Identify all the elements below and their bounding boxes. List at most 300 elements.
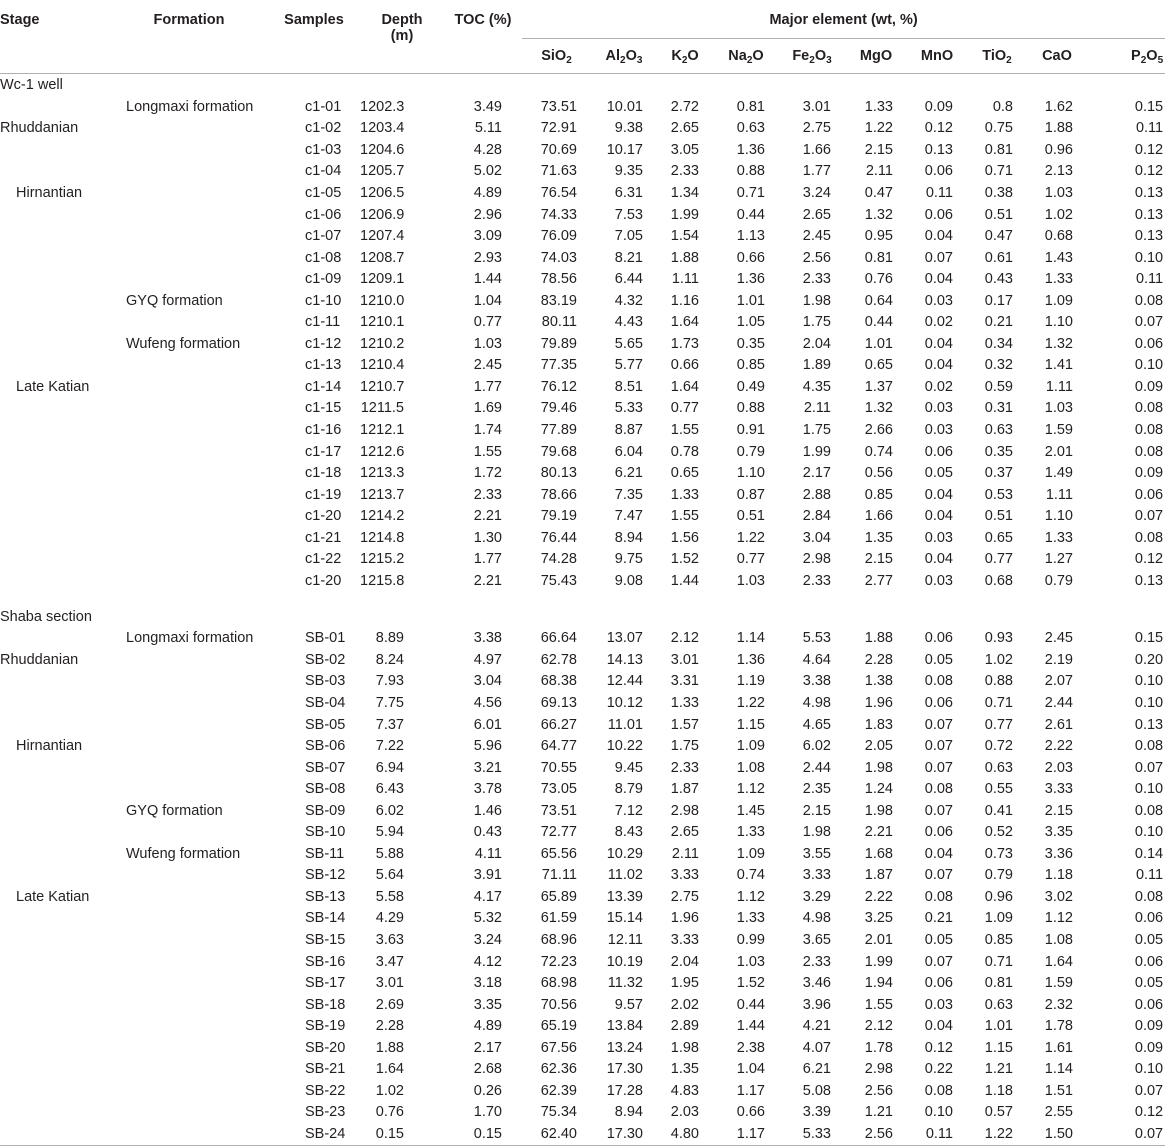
element-value-cell: 1.11 (1045, 486, 1073, 503)
toc-cell: 4.56 (473, 694, 502, 711)
element-formula-part: O (625, 48, 637, 64)
stage-cell (0, 441, 110, 463)
depth-cell: 1202.3 (360, 98, 405, 115)
element-value-cell: 15.14 (606, 910, 643, 927)
element-value-cell: 11.02 (607, 867, 643, 884)
element-value-cell: 0.07 (924, 759, 953, 776)
element-value-cell: 1.22 (864, 120, 893, 137)
element-value-cell: 1.15 (736, 716, 765, 733)
formation-cell (110, 484, 268, 506)
element-value-cell: 1.21 (864, 1104, 893, 1121)
element-value-cell: 0.20 (1134, 651, 1164, 668)
stage-cell (0, 419, 110, 441)
depth-cell: 1208.7 (360, 249, 405, 266)
element-value-cell: 2.04 (670, 953, 699, 970)
element-value-cell: 1.35 (670, 1061, 699, 1078)
toc-cell: 3.38 (473, 630, 502, 647)
element-value-cell: 1.88 (1044, 120, 1073, 137)
element-value-cell: 0.07 (1134, 508, 1164, 525)
element-value-cell: 1.66 (864, 508, 893, 525)
element-value-cell: 0.13 (924, 141, 953, 158)
stage-cell (0, 692, 110, 714)
element-value-cell: 0.51 (736, 508, 765, 525)
table-row (0, 865, 1165, 887)
sample-cell: SB-24 (268, 1123, 360, 1145)
element-value-cell: 0.59 (984, 378, 1013, 395)
element-value-cell: 1.09 (736, 738, 765, 755)
formation-cell (110, 1080, 268, 1102)
element-value-cell: 0.34 (984, 335, 1013, 352)
element-value-cell: 1.12 (736, 888, 765, 905)
element-value-cell: 6.21 (614, 465, 643, 482)
element-value-cell: 1.52 (670, 551, 699, 568)
element-formula-part: 3 (636, 55, 643, 66)
element-value-cell: 74.03 (540, 249, 577, 266)
table-row (0, 929, 1165, 951)
element-formula-part: 5 (1157, 55, 1164, 66)
element-value-cell: 76.44 (540, 529, 577, 546)
table-row (0, 1123, 1165, 1145)
formation-cell (110, 247, 268, 269)
element-value-cell: 1.54 (670, 228, 699, 245)
table-row (0, 268, 1165, 290)
element-value-cell: 7.05 (614, 228, 643, 245)
stage-cell (0, 462, 110, 484)
element-value-cell: 1.22 (736, 694, 765, 711)
element-value-cell: 9.75 (614, 551, 643, 568)
element-value-cell: 0.66 (736, 1104, 765, 1121)
toc-cell: 5.11 (474, 120, 502, 137)
element-value-cell: 12.44 (606, 673, 643, 690)
section-title: Wc-1 well (0, 77, 63, 93)
element-value-cell: 2.19 (1044, 651, 1073, 668)
element-value-cell: 3.29 (802, 888, 831, 905)
toc-cell: 3.18 (473, 975, 502, 992)
toc-cell: 1.44 (473, 271, 502, 288)
header-element (591, 39, 657, 74)
element-value-cell: 1.13 (736, 228, 765, 245)
element-value-cell: 0.03 (924, 292, 953, 309)
stage-cell (0, 268, 110, 290)
element-value-cell: 2.75 (802, 120, 831, 137)
element-value-cell: 0.85 (864, 486, 893, 503)
element-value-cell: 0.05 (924, 932, 953, 948)
element-value-cell: 3.04 (802, 529, 831, 546)
element-value-cell: 1.35 (864, 529, 893, 546)
depth-cell: 8.89 (375, 630, 404, 647)
formation-cell (110, 1015, 268, 1037)
element-value-cell: 2.77 (864, 572, 893, 589)
element-value-cell: 0.08 (1134, 443, 1164, 460)
stage-cell (0, 204, 110, 226)
stage-cell: Hirnantian (16, 738, 83, 755)
toc-cell: 5.32 (473, 910, 502, 927)
toc-cell: 1.74 (473, 421, 502, 438)
element-value-cell: 7.53 (614, 206, 643, 223)
element-value-cell: 1.14 (1044, 1061, 1073, 1078)
element-value-cell: 1.05 (736, 314, 765, 331)
toc-cell: 2.93 (473, 249, 502, 266)
sample-cell: c1-17 (305, 443, 342, 460)
element-value-cell: 80.13 (540, 465, 577, 482)
formation-cell (110, 1123, 268, 1145)
element-value-cell: 0.09 (1134, 465, 1164, 482)
depth-cell: 1207.4 (360, 228, 405, 245)
element-value-cell: 1.10 (736, 465, 765, 482)
table-row (0, 505, 1165, 527)
header-element (1087, 39, 1165, 74)
stage-cell (0, 972, 110, 994)
element-value-cell: 0.74 (864, 443, 893, 460)
header-element (713, 39, 779, 74)
table-row (0, 570, 1165, 592)
element-formula-part: SiO (541, 48, 567, 64)
formation-cell (110, 1102, 268, 1124)
element-formula-part: Al (605, 48, 621, 64)
element-value-cell: 0.73 (984, 845, 1013, 862)
element-value-cell: 0.06 (924, 975, 953, 992)
table-row (0, 1015, 1165, 1037)
element-value-cell: 0.04 (924, 271, 953, 288)
element-value-cell: 3.36 (1044, 845, 1073, 862)
element-value-cell: 2.22 (1044, 738, 1073, 755)
stage-cell (0, 800, 110, 822)
formation-cell (110, 886, 268, 908)
element-value-cell: 1.18 (1044, 867, 1073, 884)
element-value-cell: 8.94 (614, 529, 643, 546)
formation-cell (110, 527, 268, 549)
element-value-cell: 0.10 (924, 1104, 953, 1121)
formation-cell (110, 929, 268, 951)
toc-cell: 0.15 (444, 1123, 522, 1145)
sample-cell: SB-18 (305, 996, 346, 1013)
element-value-cell: 0.88 (984, 673, 1013, 690)
stage-cell (0, 822, 110, 844)
header-depth (360, 0, 444, 74)
element-value-cell: 0.06 (924, 824, 953, 841)
element-value-cell: 7.47 (614, 508, 643, 525)
formation-cell (110, 311, 268, 333)
sample-cell: c1-20 (305, 508, 342, 525)
formation-cell (110, 908, 268, 930)
formation-cell (110, 355, 268, 377)
toc-cell: 0.77 (473, 314, 502, 331)
element-value-cell: 1.75 (802, 314, 831, 331)
sample-cell: SB-09 (305, 802, 346, 819)
element-value-cell: 6.31 (614, 184, 643, 201)
element-value-cell: 0.04 (924, 335, 953, 352)
toc-cell: 3.04 (473, 673, 502, 690)
table-row (0, 462, 1165, 484)
element-value-cell: 0.06 (1134, 953, 1164, 970)
element-value-cell: 71.63 (540, 163, 577, 180)
formation-cell (110, 139, 268, 161)
stage-cell (0, 1102, 110, 1124)
element-value-cell: 0.04 (924, 845, 953, 862)
table-row (0, 527, 1165, 549)
table-row (0, 735, 1165, 757)
formation-cell (110, 182, 268, 204)
depth-cell: 0.15 (360, 1123, 444, 1145)
element-value-cell: 0.77 (670, 400, 699, 417)
element-formula-part: O (687, 48, 699, 64)
element-value-cell: 3.96 (802, 996, 831, 1013)
table-row (0, 311, 1165, 333)
element-value-cell: 0.55 (984, 781, 1013, 798)
sample-cell: c1-09 (305, 271, 342, 288)
stage-cell (0, 994, 110, 1016)
element-value-cell: 2.01 (1044, 443, 1073, 460)
element-value-cell: 9.57 (614, 996, 643, 1013)
element-value-cell: 0.52 (984, 824, 1013, 841)
element-value-cell: 0.03 (924, 996, 953, 1013)
element-value-cell: 1.83 (864, 716, 893, 733)
element-value-cell: 68.98 (540, 975, 577, 992)
element-value-cell: 0.09 (1134, 1039, 1164, 1056)
element-value-cell: 1.55 (670, 508, 699, 525)
sample-cell: c1-07 (305, 228, 342, 245)
table-row (0, 1080, 1165, 1102)
table-row (0, 972, 1165, 994)
element-value-cell: 11.01 (607, 716, 643, 733)
element-value-cell: 10.22 (606, 738, 643, 755)
element-value-cell: 0.12 (1134, 141, 1164, 158)
element-value-cell: 0.03 (924, 572, 953, 589)
stage-cell: Rhuddanian (0, 120, 79, 137)
element-value-cell: 80.11 (541, 314, 577, 331)
element-value-cell: 3.02 (1044, 888, 1073, 905)
table-row (0, 649, 1165, 671)
table-row (0, 908, 1165, 930)
element-value-cell: 64.77 (540, 738, 577, 755)
table-row (0, 96, 1165, 118)
toc-cell: 4.89 (473, 184, 502, 201)
element-value-cell: 1.98 (864, 802, 893, 819)
element-value-cell: 1.12 (736, 781, 765, 798)
element-value-cell: 0.85 (736, 357, 765, 374)
element-value-cell: 2.33 (670, 163, 699, 180)
formation-cell (110, 376, 268, 398)
sample-cell: SB-19 (305, 1018, 346, 1035)
toc-cell: 1.77 (473, 378, 502, 395)
depth-cell: 7.93 (375, 673, 404, 690)
element-value-cell: 1.01 (984, 1018, 1013, 1035)
sample-cell: c1-19 (305, 486, 342, 503)
table-row (0, 290, 1165, 312)
element-value-cell: 0.31 (984, 400, 1013, 417)
depth-cell: 7.75 (375, 694, 404, 711)
element-value-cell: 0.05 (924, 651, 953, 668)
depth-cell: 1214.2 (360, 508, 405, 525)
depth-cell: 1211.5 (360, 400, 404, 417)
stage-cell (0, 1059, 110, 1081)
table-row (0, 822, 1165, 844)
element-value-cell: 3.25 (864, 910, 893, 927)
element-value-cell: 0.03 (924, 421, 953, 438)
sample-cell: c1-08 (305, 249, 342, 266)
element-value-cell: 2.98 (670, 802, 699, 819)
sample-cell: c1-05 (305, 184, 342, 201)
element-value-cell: 2.33 (802, 953, 831, 970)
element-value-cell: 0.04 (924, 228, 953, 245)
header-element (845, 39, 907, 74)
element-value-cell: 0.68 (984, 572, 1013, 589)
element-value-cell: 0.08 (924, 1082, 953, 1099)
depth-cell: 1203.4 (360, 120, 405, 137)
element-formula-part: 2 (746, 55, 753, 66)
element-value-cell: 0.87 (736, 486, 765, 503)
element-value-cell: 0.71 (984, 694, 1013, 711)
element-value-cell: 7.12 (614, 802, 643, 819)
table-row (0, 628, 1165, 650)
element-value-cell: 8.43 (614, 824, 643, 841)
element-value-cell: 0.03 (924, 529, 953, 546)
stage-cell (0, 398, 110, 420)
toc-cell: 2.45 (473, 357, 502, 374)
element-value-cell: 2.75 (670, 888, 699, 905)
element-value-cell: 3.24 (802, 184, 831, 201)
table-row (0, 714, 1165, 736)
element-value-cell: 1.44 (670, 572, 699, 589)
element-value-cell: 1.87 (670, 781, 699, 798)
element-value-cell: 2.11 (803, 400, 831, 417)
sample-cell: SB-04 (305, 694, 346, 711)
header-element (522, 39, 591, 74)
toc-cell: 1.72 (473, 465, 502, 482)
element-value-cell: 2.22 (864, 888, 893, 905)
element-value-cell: 1.34 (670, 184, 699, 201)
element-value-cell: 0.08 (1134, 888, 1164, 905)
table-row (0, 778, 1165, 800)
element-value-cell: 2.03 (1044, 759, 1073, 776)
sample-cell: c1-15 (305, 400, 342, 417)
element-value-cell: 0.06 (924, 694, 953, 711)
element-value-cell: 5.33 (779, 1123, 845, 1145)
header-element (779, 39, 845, 74)
depth-cell: 1210.0 (360, 292, 405, 309)
table-row (0, 182, 1165, 204)
element-value-cell: 2.88 (802, 486, 831, 503)
element-value-cell: 1.14 (736, 630, 765, 647)
sample-cell: c1-01 (305, 98, 342, 115)
header-formation: Formation (110, 0, 268, 74)
element-value-cell: 2.89 (670, 1018, 699, 1035)
element-value-cell: 0.07 (1134, 1082, 1164, 1099)
element-value-cell: 0.08 (1134, 802, 1164, 819)
table-row (0, 139, 1165, 161)
stage-cell (0, 714, 110, 736)
element-value-cell: 3.31 (670, 673, 699, 690)
element-value-cell: 0.13 (1134, 206, 1164, 223)
element-value-cell: 0.04 (924, 1018, 953, 1035)
element-value-cell: 6.04 (614, 443, 643, 460)
element-value-cell: 0.14 (1134, 845, 1164, 862)
element-value-cell: 1.64 (1044, 953, 1073, 970)
element-value-cell: 5.77 (614, 357, 643, 374)
element-value-cell: 0.13 (1134, 716, 1164, 733)
stage-cell (0, 1080, 110, 1102)
toc-cell: 1.69 (473, 400, 502, 417)
element-value-cell: 17.30 (606, 1061, 643, 1078)
toc-cell: 0.43 (473, 824, 502, 841)
element-value-cell: 1.33 (864, 98, 893, 115)
depth-cell: 5.64 (375, 867, 404, 884)
element-value-cell: 1.04 (736, 1061, 765, 1078)
formation-cell (110, 757, 268, 779)
table-row (0, 548, 1165, 570)
element-value-cell: 73.51 (540, 802, 577, 819)
element-value-cell: 2.65 (802, 206, 831, 223)
element-value-cell: 4.07 (802, 1039, 831, 1056)
element-value-cell: 0.10 (1134, 694, 1164, 711)
element-value-cell: 1.19 (736, 673, 765, 690)
element-value-cell: 1.78 (1044, 1018, 1073, 1035)
table-row (0, 376, 1165, 398)
element-value-cell: 6.44 (614, 271, 643, 288)
element-value-cell: 0.75 (984, 120, 1013, 137)
toc-cell: 4.89 (473, 1018, 502, 1035)
element-value-cell: 0.81 (984, 141, 1013, 158)
header-element (657, 39, 713, 74)
depth-cell: 5.94 (375, 824, 404, 841)
element-value-cell: 0.81 (864, 249, 893, 266)
element-value-cell: 65.89 (540, 888, 577, 905)
stage-cell (0, 908, 110, 930)
element-value-cell: 70.56 (540, 996, 577, 1013)
sample-cell: SB-03 (305, 673, 346, 690)
toc-cell: 4.12 (473, 953, 502, 970)
element-value-cell: 2.44 (1044, 694, 1073, 711)
element-value-cell: 1.11 (1045, 378, 1073, 395)
element-value-cell: 0.04 (924, 357, 953, 374)
depth-cell: 1209.1 (360, 271, 405, 288)
toc-cell: 1.03 (473, 335, 502, 352)
element-value-cell: 78.66 (540, 486, 577, 503)
table-header (0, 0, 1165, 74)
element-value-cell: 5.65 (614, 335, 643, 352)
element-value-cell: 0.66 (670, 357, 699, 374)
toc-cell: 2.21 (473, 508, 502, 525)
element-value-cell: 1.73 (670, 335, 699, 352)
element-value-cell: 2.56 (864, 1082, 893, 1099)
element-value-cell: 0.77 (984, 551, 1013, 568)
sample-cell: SB-16 (305, 953, 346, 970)
depth-cell: 1204.6 (360, 141, 405, 158)
element-value-cell: 1.33 (670, 486, 699, 503)
element-value-cell: 1.75 (802, 421, 831, 438)
element-value-cell: 0.12 (924, 120, 953, 137)
stage-cell (0, 333, 110, 355)
stage-cell (0, 1037, 110, 1059)
element-value-cell: 2.38 (736, 1039, 765, 1056)
sample-cell: SB-20 (305, 1039, 346, 1056)
element-value-cell: 0.21 (984, 314, 1013, 331)
element-value-cell: 2.12 (670, 630, 699, 647)
element-value-cell: 2.45 (802, 228, 831, 245)
element-value-cell: 17.28 (606, 1082, 643, 1099)
element-value-cell: 0.06 (1134, 486, 1164, 503)
element-value-cell: 10.19 (606, 953, 643, 970)
sample-cell: SB-01 (305, 630, 346, 647)
element-value-cell: 0.11 (1135, 120, 1164, 137)
element-value-cell: 0.10 (1134, 673, 1164, 690)
element-value-cell: 2.17 (802, 465, 831, 482)
element-value-cell: 1.37 (864, 378, 893, 395)
element-value-cell: 1.61 (1044, 1039, 1073, 1056)
element-value-cell: 70.69 (540, 141, 577, 158)
formation-cell (110, 462, 268, 484)
element-value-cell: 3.39 (802, 1104, 831, 1121)
